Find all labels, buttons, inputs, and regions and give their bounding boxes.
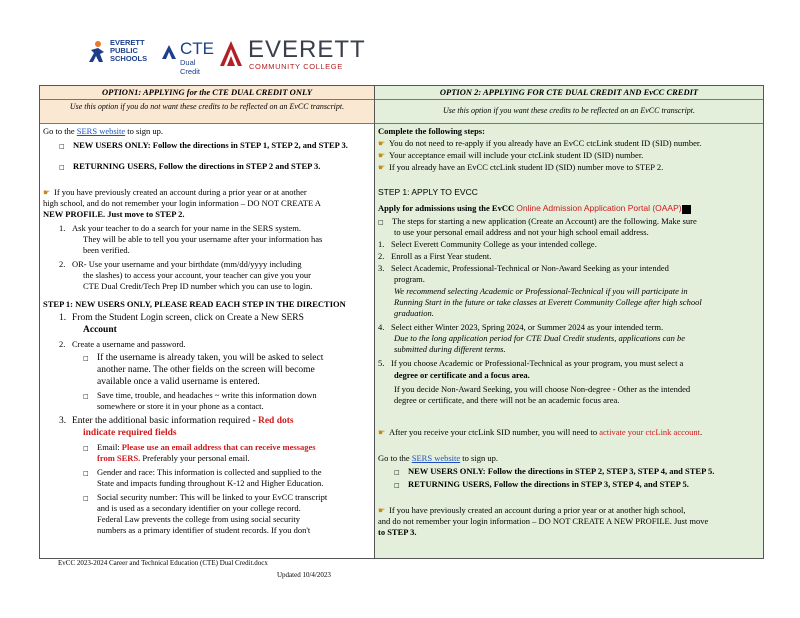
pointing-hand-icon: ☛: [378, 428, 386, 437]
list-item-note: We recommend selecting Academic or Professional-Technical if you will participate in: [394, 286, 688, 296]
pointing-hand-icon: ☛: [43, 188, 51, 197]
new-users-item: □ NEW USERS ONLY: Follow the directions in STEP 1, STEP 2, and STEP 3.: [43, 140, 371, 153]
cte-dual-credit-logo: [160, 39, 215, 76]
previous-account-note: ☛ If you have previously created an account during a prior year or at another high school,: [378, 505, 686, 515]
sub-bullet-cont: numbers as a primary identifier of student records. If you don't: [97, 525, 311, 535]
list-item: 1. Ask your teacher to do a search for your name in the SERS system.: [59, 223, 301, 233]
list-item-cont: the slashes) to access your account, your teacher can give you your: [83, 270, 311, 280]
pointing-hand-icon: ☛: [378, 139, 386, 148]
sers-website-link[interactable]: SERS website: [411, 453, 461, 463]
logo-bar: [85, 38, 385, 74]
pointing-hand-icon: ☛: [378, 151, 386, 160]
option2-subheader: Use this option if you want these credits to be reflected on an EvCC transcript.: [375, 100, 763, 124]
option1-header: OPTION1: APPLYING for the CTE DUAL CREDIT ONLY: [40, 86, 374, 100]
list-item: 5. If you choose Academic or Professional-Technical as your program, you must select a: [378, 358, 684, 368]
cte-wordmark: CTE: [180, 39, 214, 58]
sub-bullet: □ Email: Please use an email address that can receive messages: [43, 442, 371, 455]
eps-wordmark: EVERETT PUBLIC SCHOOLS: [110, 38, 148, 63]
bullet-icon: □: [83, 470, 89, 477]
list-item-note: submitted during different terms.: [394, 344, 506, 354]
bullet-icon: □: [83, 393, 89, 400]
list-item: 2. Create a username and password.: [59, 339, 186, 349]
list-item-cont: degree or certificate, and there will not be an academic focus area.: [394, 395, 620, 405]
signup-line: Go to the SERS website to sign up.: [43, 126, 163, 136]
complete-steps-heading: Complete the following steps:: [378, 126, 485, 136]
previous-account-note-2: and do not remember your login information – DO NOT CREATE A NEW PROFILE. Just move: [378, 516, 709, 526]
footer-filename: EvCC 2023-2024 Career and Technical Education (CTE) Dual Credit.docx: [58, 559, 268, 567]
previous-account-note: ☛ If you have previously created an account during a prior year or at another: [43, 187, 307, 197]
new-users-item: □ NEW USERS ONLY: Follow the directions in STEP 2, STEP 3, STEP 4, and STEP 5.: [378, 466, 760, 479]
cte-mark-icon: [160, 43, 178, 61]
sub-bullet-cont: and is used as a secondary identifier on your college record.: [97, 503, 301, 513]
sers-website-link[interactable]: SERS website: [76, 126, 126, 136]
previous-account-note-3: to STEP 3.: [378, 527, 417, 537]
cte-subtitle: Dual Credit: [180, 58, 201, 76]
list-item: 1. From the Student Login screen, click on Create a New SERS: [59, 313, 304, 323]
bullet-icon: □: [83, 495, 89, 502]
list-item-note: graduation.: [394, 308, 434, 318]
list-item-cont: program.: [394, 274, 425, 284]
activate-note: ☛ After you receive your ctcLink SID number, you will need to activate your ctcLink account.: [378, 427, 703, 437]
option2-body: [378, 126, 760, 558]
runner-figure-icon: [87, 40, 109, 66]
pointing-hand-icon: ☛: [378, 506, 386, 515]
list-item: 3. Select Academic, Professional-Technical or Non-Award Seeking as your intended: [378, 263, 669, 273]
sub-bullet: □ Save time, trouble, and headaches ~ write this information down: [43, 390, 371, 403]
note-item: ☛ If you already have an EvCC ctcLink student ID (SID) number move to STEP 2.: [378, 162, 664, 172]
redaction-block: [682, 205, 691, 214]
returning-users-item: □ RETURNING USERS, Follow the directions in STEP 3, STEP 4, and STEP 5.: [378, 479, 760, 492]
sub-bullet: □ Gender and race: This information is collected and supplied to the: [43, 467, 371, 480]
list-item-cont: CTE Dual Credit/Tech Prep ID number which you can use to login.: [83, 281, 313, 291]
previous-account-note-2: high school, and do not remember your login information – DO NOT CREATE A: [43, 198, 321, 208]
list-item-cont: degree or certificate and a focus area.: [394, 370, 530, 380]
option2-column: [375, 86, 763, 558]
bullet-icon: □: [394, 469, 400, 476]
sub-bullet-cont: State and impacts funding throughout K-12 and Higher Education.: [97, 478, 324, 488]
list-item-cont: Account: [83, 325, 117, 335]
list-item: 2. OR- Use your username and your birthdate (mm/dd/yyyy including: [59, 259, 302, 269]
list-item-note: Running Start in the future or take classes at Everett Community College after high school: [394, 297, 702, 307]
list-item-cont: If you decide Non-Award Seeking, you will choose Non-degree - Other as the intended: [394, 384, 691, 394]
bullet-icon: □: [59, 143, 65, 150]
list-item: 1. Select Everett Community College as your intended college.: [378, 239, 597, 249]
sub-bullet: □ Social security number: This will be linked to your EvCC transcript: [43, 492, 371, 505]
footer-updated: Updated 10/4/2023: [277, 571, 331, 579]
sub-bullet-cont: another name. The other fields on the screen will become: [97, 365, 315, 375]
note-item: ☛ Your acceptance email will include your ctcLink student ID (SID) number.: [378, 150, 644, 160]
signup-line: Go to the SERS website to sign up.: [378, 453, 498, 463]
options-table: [39, 85, 764, 559]
everett-public-schools-logo: [85, 38, 155, 70]
previous-account-note-3: NEW PROFILE. Just move to STEP 2.: [43, 209, 185, 219]
list-item-cont: indicate required fields: [83, 428, 177, 438]
step1-heading: STEP 1: APPLY TO EVCC: [378, 187, 478, 197]
ecc-mark-icon: [218, 39, 244, 67]
sub-bullet-cont: from SERS. Preferably your personal email.: [97, 453, 250, 463]
sub-bullet: □ If the username is already taken, you will be asked to select: [83, 353, 324, 363]
sub-bullet-cont: available once a valid username is entered.: [97, 377, 260, 387]
steps-intro-cont: to use your personal email address and not your high school email address.: [394, 227, 649, 237]
bullet-icon: □: [59, 164, 65, 171]
option1-column: [40, 86, 375, 558]
apply-line: Apply for admissions using the EvCC Online Admission Application Portal (OAAP): [378, 203, 760, 214]
everett-community-college-logo: [218, 38, 388, 72]
step1-heading: STEP 1: NEW USERS ONLY, PLEASE READ EACH STEP IN THE DIRECTION: [43, 299, 346, 309]
bullet-icon: □: [83, 355, 89, 362]
list-item-cont: been verified.: [83, 245, 130, 255]
bullet-icon: □: [378, 219, 384, 226]
list-item-cont: They will be able to tell you your username after your information has: [83, 234, 323, 244]
bullet-icon: □: [394, 482, 400, 489]
steps-intro: □ The steps for starting a new application (Create an Account) are the following. Make sure: [378, 216, 760, 229]
option1-body: [43, 126, 371, 558]
option2-header: OPTION 2: APPLYING FOR CTE DUAL CREDIT AND EvCC CREDIT: [375, 86, 763, 100]
returning-users-item: □ RETURNING USERS, Follow the directions in STEP 2 and STEP 3.: [43, 161, 371, 174]
ecc-wordmark: EVERETT: [248, 36, 366, 63]
page-footer: [58, 557, 331, 581]
list-item: 4. Select either Winter 2023, Spring 2024, or Summer 2024 as your intended term.: [378, 322, 664, 332]
list-item: 2. Enroll as a First Year student.: [378, 251, 492, 261]
ecc-subtitle: COMMUNITY COLLEGE: [249, 62, 343, 71]
list-item: 3. Enter the additional basic information required - Red dots: [59, 416, 294, 426]
sub-bullet-cont: somewhere or store it in your phone as a contact.: [97, 401, 264, 411]
activate-ctclink-link[interactable]: activate your ctcLink account: [599, 427, 700, 437]
note-item: ☛ You do not need to re-apply if you already have an EvCC ctcLink student ID (SID) number.: [378, 138, 702, 148]
list-item-note: Due to the long application period for CTE Dual Credit students, applications can be: [394, 333, 686, 343]
pointing-hand-icon: ☛: [378, 163, 386, 172]
option1-subheader: Use this option if you do not want these credits to be reflected on an EvCC transcript.: [40, 100, 374, 124]
sub-bullet-cont: Federal Law prevents the college from using social security: [97, 514, 300, 524]
bullet-icon: □: [83, 445, 89, 452]
oaap-link[interactable]: Online Admission Application Portal (OAAP): [516, 203, 682, 213]
